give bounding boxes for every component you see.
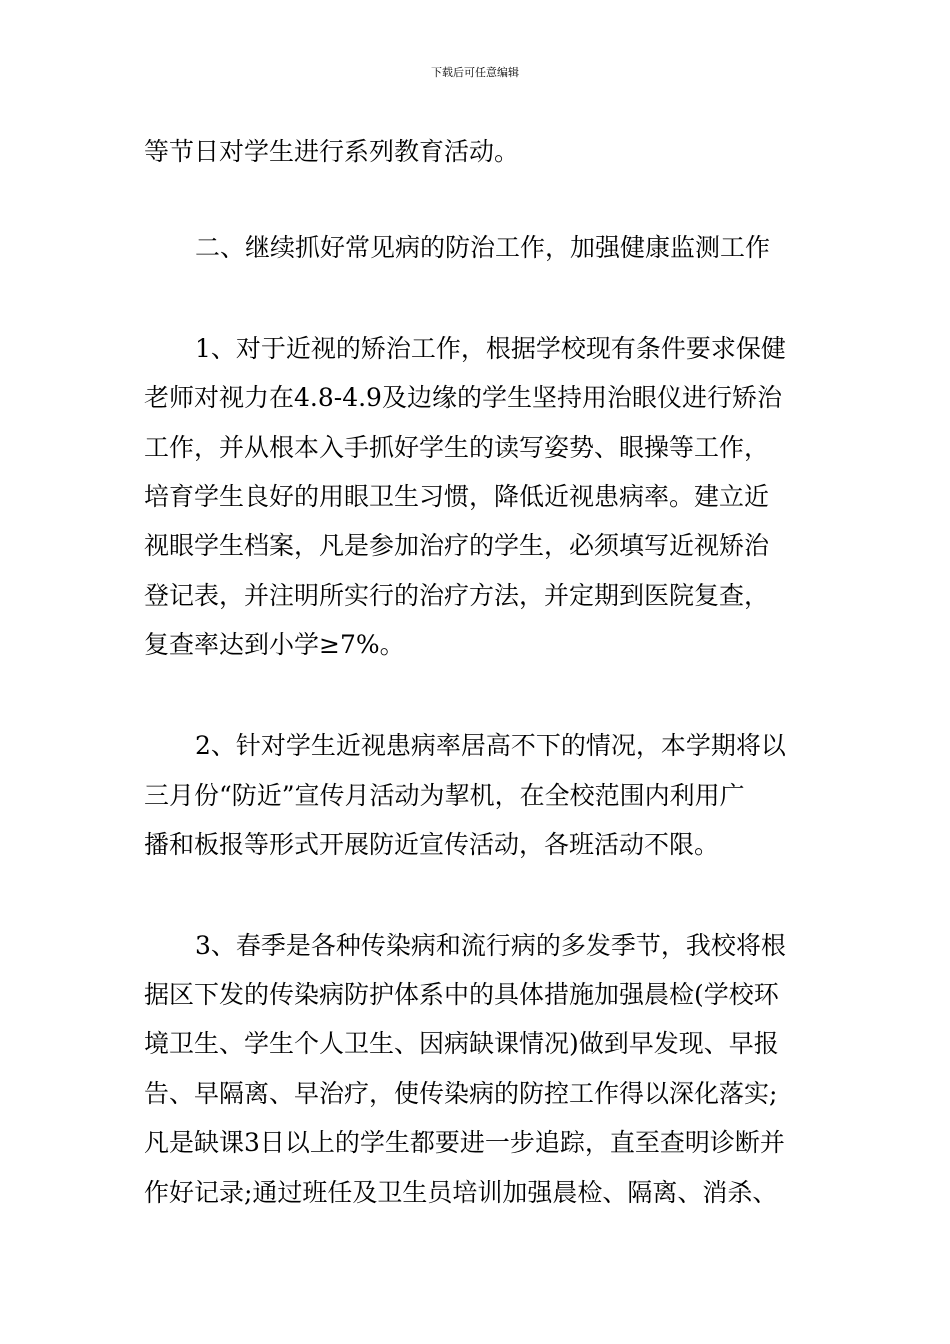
paragraph-2-line: 2、针对学生近视患病率居高不下的情况，本学期将以 [195,731,786,760]
text-line: 据区下发的传染病防护体系中的具体措施加强晨检(学校环 [144,980,779,1009]
text-line: 境卫生、学生个人卫生、因病缺课情况)做到早发现、早报 [144,1029,779,1058]
text-line: 培育学生良好的用眼卫生习惯，降低近视患病率。建立近 [144,482,770,511]
text-line: 老师对视力在4.8-4.9及边缘的学生坚持用治眼仪进行矫治 [144,383,782,412]
text-line: 登记表，并注明所实行的治疗方法，并定期到医院复查， [144,581,770,610]
text-line: 三月份“防近”宣传月活动为挈机，在全校范围内利用广 [144,781,745,810]
text-line: 等节日对学生进行系列教育活动。 [144,137,520,166]
section-heading: 二、继续抓好常见病的防治工作，加强健康监测工作 [195,233,771,262]
text-line: 告、早隔离、早治疗，使传染病的防控工作得以深化落实; [144,1079,778,1108]
page-header: 下载后可任意编辑 [431,66,519,79]
text-line: 复查率达到小学≥7%。 [144,630,405,659]
text-line: 凡是缺课3日以上的学生都要进一步追踪，直至查明诊断并 [144,1128,785,1157]
text-line: 作好记录;通过班任及卫生员培训加强晨检、隔离、消杀、 [144,1178,778,1207]
paragraph-3-line: 3、春季是各种传染病和流行病的多发季节，我校将根 [195,931,786,960]
text-line: 播和板报等形式开展防近宣传活动，各班活动不限。 [144,830,720,859]
text-line: 视眼学生档案，凡是参加治疗的学生，必须填写近视矫治 [144,531,770,560]
text-line: 工作，并从根本入手抓好学生的读写姿势、眼操等工作， [144,433,770,462]
paragraph-1-line: 1、对于近视的矫治工作，根据学校现有条件要求保健 [195,334,786,363]
